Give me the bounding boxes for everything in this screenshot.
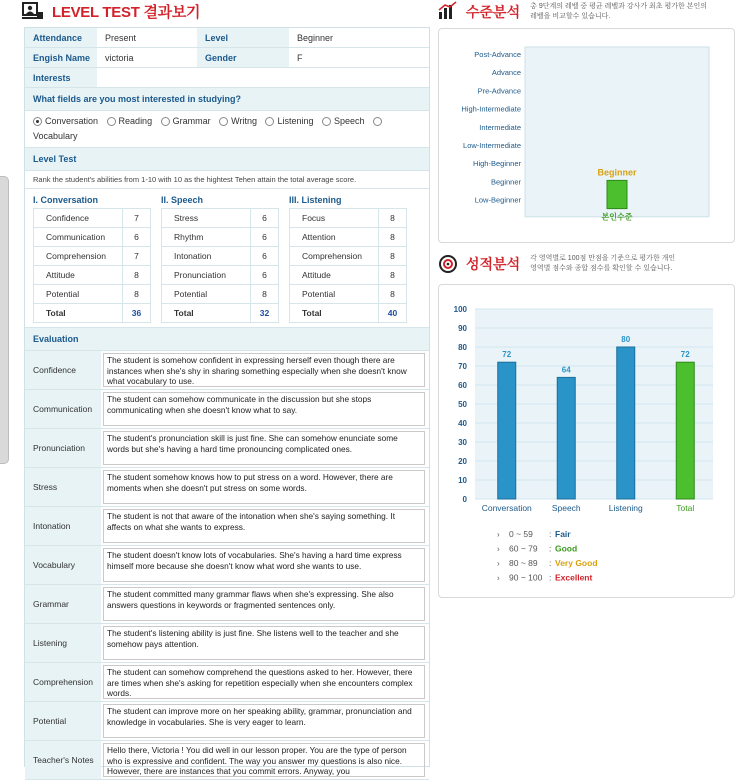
info-row-attendance — [25, 28, 429, 48]
skill-score: 8 — [379, 209, 407, 228]
evaluation-row — [25, 507, 429, 546]
skill-score: 6 — [123, 228, 151, 247]
score-chart-box — [438, 284, 735, 598]
info-row-interests — [25, 68, 429, 88]
skill-table — [33, 208, 151, 323]
score-category-label: Speech — [551, 503, 581, 513]
evaluation-row — [25, 585, 429, 624]
gender-value: F — [297, 52, 303, 63]
skill-table — [289, 208, 407, 323]
radio-listening[interactable] — [265, 115, 313, 128]
skill-score: 6 — [251, 209, 279, 228]
level-analysis-title: 수준분석 — [466, 4, 521, 20]
radio-conversation[interactable] — [33, 115, 98, 128]
legend-arrow-icon: › — [497, 544, 500, 554]
score-y-tick: 10 — [458, 476, 467, 485]
legend-arrow-icon: › — [497, 530, 500, 539]
evaluation-textarea[interactable]: The student can somehow communicate in the discussion but she stops communicating when she doesn't know what to say. — [103, 392, 425, 426]
radio-icon — [219, 117, 228, 126]
score-y-tick: 30 — [458, 438, 467, 447]
score-y-tick: 50 — [458, 400, 467, 409]
skill-name: Stress — [162, 209, 251, 228]
legend-separator: : — [549, 543, 552, 554]
skill-name: Rhythm — [162, 228, 251, 247]
score-analysis-header — [438, 254, 738, 274]
score-chart — [439, 285, 736, 599]
evaluation-textarea[interactable]: The student can somehow comprehend the questions asked to her. However, there are times when she's asking for repetition especially when she encounters complex words. — [103, 665, 425, 699]
level-analysis-desc: 총 9단계의 레벨 중 평균 레벨과 강사가 최초 평가한 본인의 — [530, 3, 708, 10]
attendance-label: Attendance — [25, 28, 97, 47]
skill-title: III. Listening — [289, 195, 342, 205]
score-bar — [617, 347, 635, 499]
skill-row — [34, 266, 151, 285]
level-tick-label: Advance — [491, 68, 521, 78]
level-tick-label: Intermediate — [479, 122, 521, 132]
score-category-label: Listening — [608, 503, 643, 513]
page-title: LEVEL TEST 결과보기 — [52, 3, 201, 21]
side-drawer-handle[interactable] — [0, 176, 9, 464]
skill-row — [290, 247, 407, 266]
score-y-tick: 90 — [458, 324, 467, 333]
bar-chart-icon — [438, 2, 458, 20]
attendance-value: Present — [105, 32, 137, 43]
legend-separator: : — [549, 558, 552, 568]
skill-score: 7 — [123, 247, 151, 266]
report-form — [24, 27, 430, 776]
skill-row — [34, 247, 151, 266]
legend-separator: : — [549, 529, 552, 539]
level-category-label: 본인수준 — [601, 212, 633, 222]
evaluation-textarea[interactable]: The student doesn't know lots of vocabularies. She's having a hard time express himself more because she doesn't know what word she wants to use. — [103, 548, 425, 582]
evaluation-textarea[interactable]: Hello there, Victoria ! You did well in our lesson proper. You are the type of person who is expressive and confident. The way you answer my questions is also nice. However, there are instances that you commit errors. Anyway, you — [103, 743, 425, 777]
radio-reading[interactable] — [107, 115, 153, 128]
skill-name: Pronunciation — [162, 266, 251, 285]
evaluation-label: Stress — [25, 468, 101, 506]
skill-score: 8 — [379, 228, 407, 247]
evaluation-label: Communication — [25, 390, 101, 428]
name-value: victoria — [105, 52, 134, 63]
score-y-tick: 40 — [458, 419, 467, 428]
level-bar-label: Beginner — [597, 167, 637, 178]
radio-label: Writng — [231, 116, 257, 126]
level-tick-label: Pre-Advance — [477, 86, 521, 96]
skill-name: Comprehension — [290, 247, 379, 266]
score-bar-value: 64 — [561, 365, 571, 375]
skill-name: Confidence — [34, 209, 123, 228]
skill-row — [290, 209, 407, 228]
score-y-tick: 70 — [458, 362, 467, 371]
legend-grade: Very Good — [555, 558, 598, 568]
interests-value — [97, 68, 429, 87]
skill-score: 6 — [251, 247, 279, 266]
evaluation-row — [25, 663, 429, 702]
skill-score: 8 — [251, 285, 279, 304]
skill-column — [289, 195, 407, 323]
legend-arrow-icon: › — [497, 559, 500, 568]
skill-name: Potential — [290, 285, 379, 304]
radio-icon — [107, 117, 116, 126]
skill-score: 8 — [379, 247, 407, 266]
skill-name: Potential — [34, 285, 123, 304]
skill-total-label: Total — [162, 304, 251, 323]
skill-title: II. Speech — [161, 195, 204, 205]
legend-range: 80 ~ 89 — [509, 558, 538, 568]
score-analysis-title: 성적분석 — [466, 256, 521, 272]
info-row-name — [25, 48, 429, 68]
evaluation-label: Listening — [25, 624, 101, 662]
score-analysis-desc: 영역별 점수와 종합 점수를 확인할 수 있습니다. — [530, 265, 673, 272]
skill-name: Comprehension — [34, 247, 123, 266]
evaluation-textarea[interactable]: The student can improve more on her speaking ability, grammar, pronunciation and knowledge in vocabularies. She is very eager to learn. — [103, 704, 425, 738]
radio-icon — [161, 117, 170, 126]
skill-name: Communication — [34, 228, 123, 247]
skill-table — [161, 208, 279, 323]
fields-question: What fields are you most interested in studying? — [25, 88, 429, 111]
interests-label: Interests — [25, 68, 97, 87]
skill-score: 6 — [251, 228, 279, 247]
radio-icon — [373, 117, 382, 126]
skill-name: Attitude — [290, 266, 379, 285]
evaluation-textarea[interactable]: The student somehow knows how to put stress on a word. However, there are moments when she doesn't put stress on some words. — [103, 470, 425, 504]
monitor-user-icon — [22, 2, 44, 20]
skill-score: 6 — [251, 266, 279, 285]
level-bar — [607, 180, 627, 208]
fields-radio-group — [25, 111, 429, 148]
legend-grade: Excellent — [555, 572, 593, 583]
level-tick-label: High-Intermediate — [461, 104, 521, 114]
score-bar-value: 72 — [502, 350, 512, 360]
name-label: Engish Name — [25, 48, 97, 67]
level-tick-label: Low-Intermediate — [463, 141, 521, 150]
skill-score: 8 — [123, 285, 151, 304]
score-bar-value: 80 — [621, 335, 631, 344]
radio-label: Conversation — [45, 116, 99, 126]
legend-arrow-icon: › — [497, 573, 500, 583]
level-tick-label: Low-Beginner — [474, 195, 521, 205]
score-category-label: Total — [676, 503, 695, 513]
radio-vocabulary[interactable] — [373, 117, 385, 126]
score-bar-value: 72 — [680, 350, 690, 360]
skill-total-value: 32 — [251, 304, 279, 323]
legend-grade: Good — [555, 543, 578, 554]
radio-grammar[interactable] — [161, 115, 211, 128]
skill-total-row — [290, 304, 407, 323]
skill-name: Focus — [290, 209, 379, 228]
skill-row — [34, 209, 151, 228]
legend-range: 0 ~ 59 — [509, 529, 533, 539]
score-bar — [557, 377, 575, 499]
level-label: Level — [197, 28, 289, 47]
evaluation-label: Potential — [25, 702, 101, 740]
evaluation-label: Teacher's Notes — [25, 741, 101, 779]
radio-label: Listening — [277, 116, 314, 126]
radio-selected-icon — [33, 117, 42, 126]
score-y-tick: 20 — [458, 457, 467, 466]
skill-row — [162, 247, 279, 266]
radio-speech[interactable] — [322, 115, 365, 128]
evaluation-textarea[interactable]: The student is not that aware of the intonation when she's saying something. It affects on what she wants to express. — [103, 509, 425, 543]
level-chart-box — [438, 28, 735, 243]
evaluation-row — [25, 741, 429, 780]
skill-score: 7 — [123, 209, 151, 228]
evaluation-row — [25, 468, 429, 507]
target-icon — [438, 254, 458, 274]
skill-row — [34, 285, 151, 304]
score-y-tick: 60 — [458, 381, 467, 390]
skill-scores — [25, 189, 429, 328]
legend-range: 60 ~ 79 — [509, 543, 538, 554]
skill-row — [162, 209, 279, 228]
page-header — [22, 0, 200, 22]
radio-icon — [265, 117, 274, 126]
evaluation-label: Grammar — [25, 585, 101, 623]
level-analysis-header — [438, 2, 738, 22]
skill-column — [161, 195, 279, 323]
skill-column — [33, 195, 151, 323]
legend-grade: Fair — [555, 529, 571, 539]
skill-row — [290, 285, 407, 304]
radio-label: Reading — [118, 116, 153, 126]
level-chart — [439, 29, 736, 244]
evaluation-row — [25, 546, 429, 585]
skill-title: I. Conversation — [33, 195, 99, 205]
skill-score: 8 — [379, 266, 407, 285]
skill-row — [162, 266, 279, 285]
evaluation-label: Pronunciation — [25, 429, 101, 467]
score-category-label: Conversation — [481, 503, 532, 513]
skill-total-row — [34, 304, 151, 323]
evaluation-row — [25, 702, 429, 741]
radio-label: Vocabulary — [33, 131, 78, 141]
evaluation-label: Intonation — [25, 507, 101, 545]
radio-label: Speech — [334, 116, 365, 126]
evaluation-textarea[interactable]: The student's listening ability is just fine. She listens well to the teacher and she somehow pays attention. — [103, 626, 425, 660]
score-bar — [498, 362, 516, 499]
radio-writing[interactable] — [219, 115, 257, 128]
legend-separator: : — [549, 572, 552, 583]
radio-label: Grammar — [172, 116, 211, 126]
skill-row — [290, 228, 407, 247]
skill-name: Attitude — [34, 266, 123, 285]
evaluation-title: Evaluation — [25, 328, 429, 351]
evaluation-label: Confidence — [25, 351, 101, 389]
gender-label: Gender — [197, 48, 289, 67]
evaluation-row — [25, 351, 429, 390]
skill-total-value: 36 — [123, 304, 151, 323]
evaluation-label: Vocabulary — [25, 546, 101, 584]
skill-total-label: Total — [34, 304, 123, 323]
level-tick-label: High-Beginner — [473, 159, 521, 169]
skill-total-row — [162, 304, 279, 323]
level-value: Beginner — [297, 32, 334, 43]
evaluation-textarea[interactable]: The student is somehow confident in expressing herself even though there are instances when she's shy in sharing something especially when she doesn't know what vocabulary to use. — [103, 353, 425, 387]
score-y-tick: 80 — [458, 343, 467, 352]
level-test-title: Level Test — [25, 148, 429, 171]
skill-row — [162, 228, 279, 247]
score-bar — [676, 362, 694, 499]
score-analysis-desc: 각 영역별로 100점 만점을 기준으로 평가한 개인 — [530, 255, 676, 262]
skill-total-label: Total — [290, 304, 379, 323]
skill-total-value: 40 — [379, 304, 407, 323]
evaluation-row — [25, 624, 429, 663]
score-y-tick: 100 — [453, 305, 467, 314]
radio-icon — [322, 117, 331, 126]
skill-score: 8 — [123, 266, 151, 285]
skill-name: Attention — [290, 228, 379, 247]
skill-score: 8 — [379, 285, 407, 304]
level-tick-label: Post-Advance — [474, 50, 521, 59]
skill-row — [162, 285, 279, 304]
level-tick-label: Beginner — [490, 177, 521, 187]
evaluation-list — [25, 351, 429, 780]
evaluation-row — [25, 429, 429, 468]
evaluation-row — [25, 390, 429, 429]
legend-range: 90 ~ 100 — [509, 572, 543, 583]
skill-name: Potential — [162, 285, 251, 304]
level-analysis-desc: 레벨을 비교할수 있습니다. — [530, 13, 611, 20]
evaluation-textarea[interactable]: The student's pronunciation skill is just fine. She can somehow enunciate some words but she's having a hard time pronouncing complicated ones. — [103, 431, 425, 465]
evaluation-label: Comprehension — [25, 663, 101, 701]
skill-row — [34, 228, 151, 247]
skill-row — [290, 266, 407, 285]
level-test-instruction: Rank the student's abilities from 1-10 with 10 as the hightest Tehen attain the total average score. — [25, 171, 429, 189]
score-y-tick: 0 — [462, 495, 467, 504]
skill-name: Intonation — [162, 247, 251, 266]
evaluation-textarea[interactable]: The student committed many grammar flaws when she's expressing. She also answers questions in keywords or fragmented sentences only. — [103, 587, 425, 621]
